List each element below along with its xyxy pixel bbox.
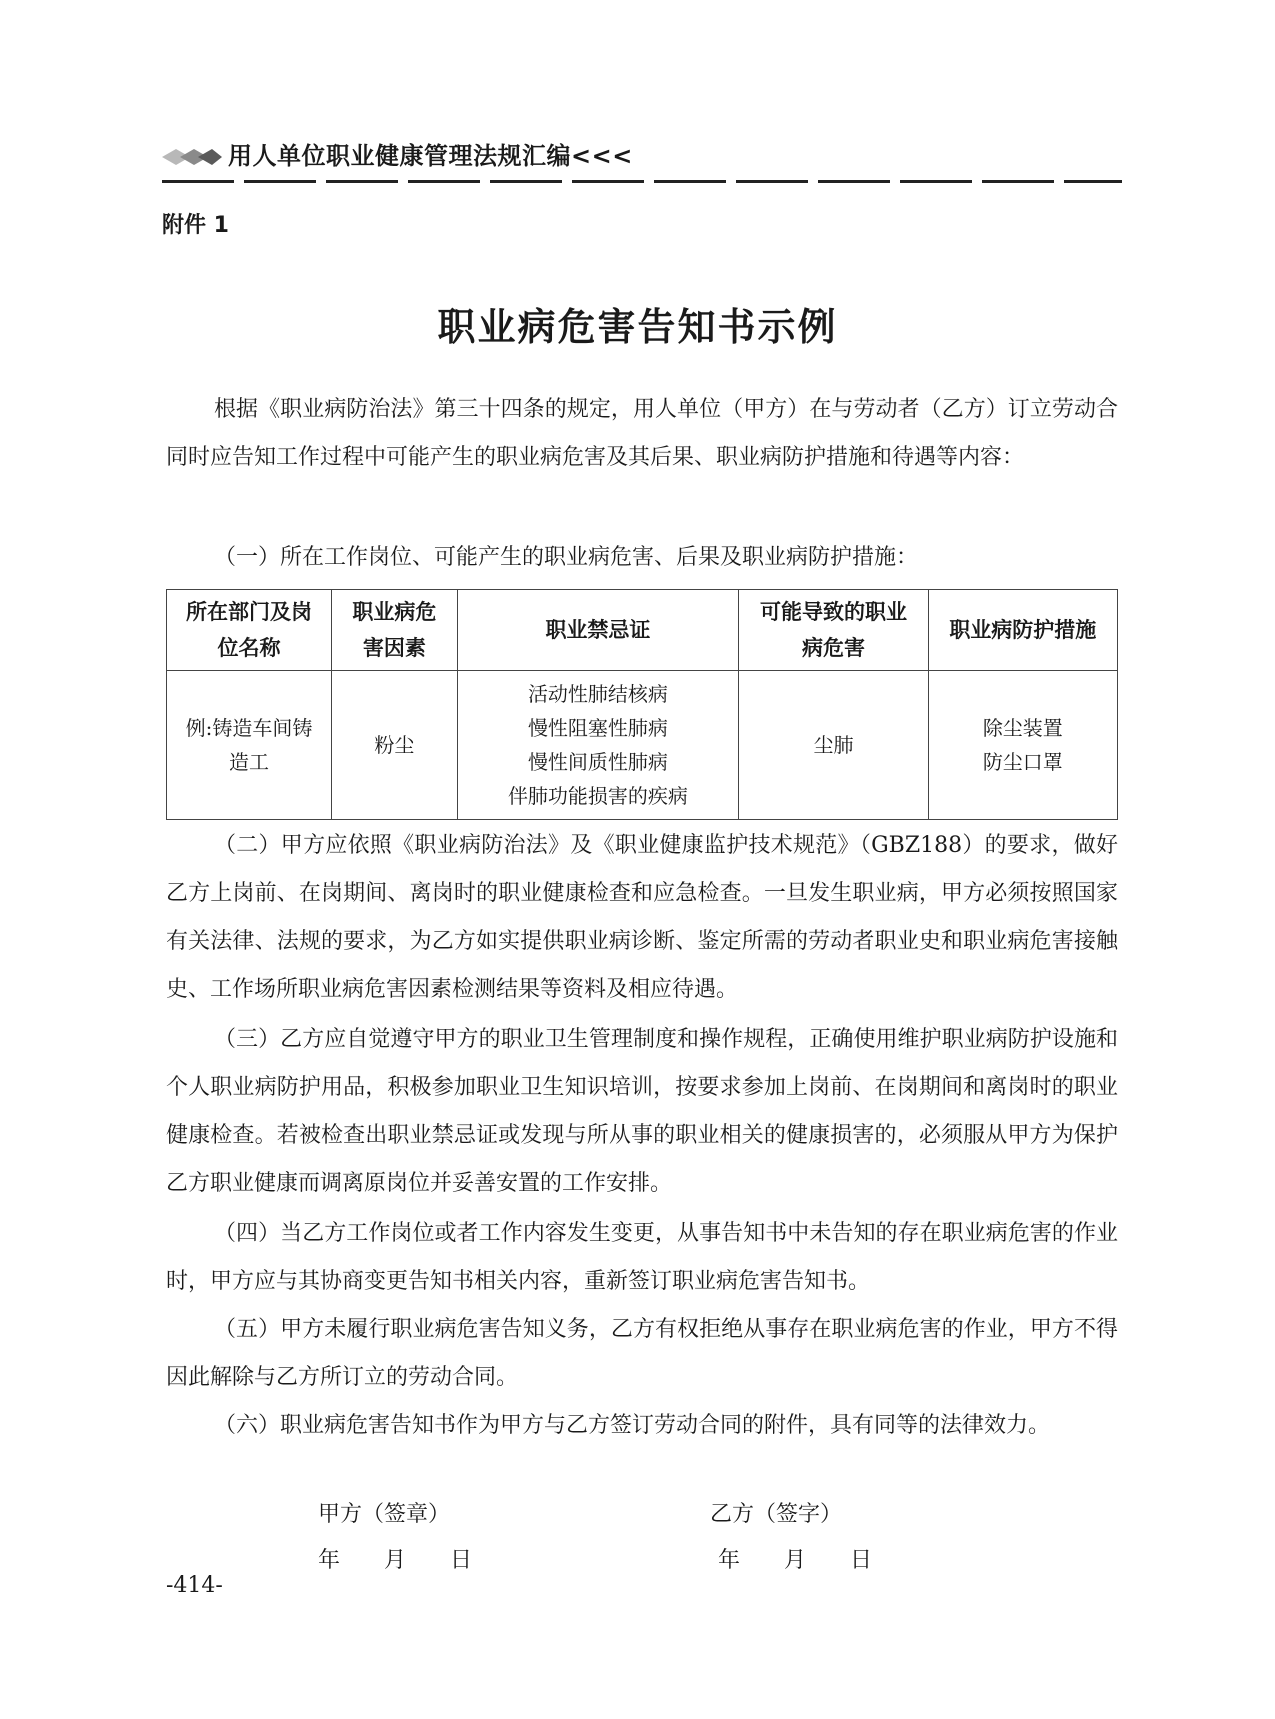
page-number: -414- (166, 1573, 223, 1598)
party-a-signature: 甲方（签章） (318, 1502, 451, 1527)
cell-factor: 粉尘 (332, 671, 457, 820)
section-1-title: （一）所在工作岗位、可能产生的职业病危害、后果及职业病防护措施： (214, 545, 919, 570)
header-factor: 职业病危 害因素 (332, 590, 457, 671)
table-header-row (167, 590, 1118, 671)
attachment-label: 附件 1 (162, 213, 229, 238)
section-2-paragraph: （二）甲方应依照《职业病防治法》及《职业健康监护技术规范》（GBZ188）的要求，做好乙方上岗前、在岗期间、离岗时的职业健康检查和应急检查。一旦发生职业病，甲方必须按照国家有关法律、法规的要求，为乙方如实提供职业病诊断、鉴定所需的劳动者职业史和职业病危害接触史、工作场所职业病危害因素检测结果等资料及相应待遇。 (166, 833, 1118, 1002)
header-contraindication: 职业禁忌证 (457, 590, 739, 671)
party-a-date: 年 月 日 (318, 1548, 473, 1573)
header-title: 用人单位职业健康管理法规汇编<<< (228, 142, 633, 170)
double-arrow-icon (162, 147, 222, 167)
section-4-paragraph: （四）当乙方工作岗位或者工作内容发生变更，从事告知书中未告知的存在职业病危害的作业时，甲方应与其协商变更告知书相关内容，重新签订职业病危害告知书。 (166, 1221, 1118, 1294)
cell-contraindications: 活动性肺结核病 慢性阻塞性肺病 慢性间质性肺病 伴肺功能损害的疾病 (457, 671, 739, 820)
party-b-date: 年 月 日 (718, 1548, 873, 1573)
intro-paragraph: 根据《职业病防治法》第三十四条的规定，用人单位（甲方）在与劳动者（乙方）订立劳动合同时应告知工作过程中可能产生的职业病危害及其后果、职业病防护措施和待遇等内容： (166, 397, 1118, 470)
table-row (167, 671, 1118, 820)
section-5-paragraph: （五）甲方未履行职业病危害告知义务，乙方有权拒绝从事存在职业病危害的作业，甲方不得因此解除与乙方所订立的劳动合同。 (166, 1317, 1118, 1390)
party-b-signature: 乙方（签字） (710, 1502, 843, 1527)
running-header (162, 139, 1122, 173)
header-disease: 可能导致的职业 病危害 (739, 590, 928, 671)
cell-dept: 例:铸造车间铸 造工 (167, 671, 332, 820)
header-dept: 所在部门及岗 位名称 (167, 590, 332, 671)
hazard-table (166, 589, 1118, 820)
section-3-paragraph: （三）乙方应自觉遵守甲方的职业卫生管理制度和操作规程，正确使用维护职业病防护设施和个人职业病防护用品，积极参加职业卫生知识培训，按要求参加上岗前、在岗期间和离岗时的职业健康检查。若被检查出职业禁忌证或发现与所从事的职业相关的健康损害的，必须服从甲方为保护乙方职业健康而调离原岗位并妥善安置的工作安排。 (166, 1027, 1118, 1196)
header-dashed-rule (162, 180, 1122, 184)
section-6-paragraph: （六）职业病危害告知书作为甲方与乙方签订劳动合同的附件，具有同等的法律效力。 (214, 1413, 1051, 1438)
document-title: 职业病危害告知书示例 (437, 305, 838, 349)
cell-disease: 尘肺 (739, 671, 928, 820)
cell-measures: 除尘装置 防尘口罩 (928, 671, 1117, 820)
header-measures: 职业病防护措施 (928, 590, 1117, 671)
